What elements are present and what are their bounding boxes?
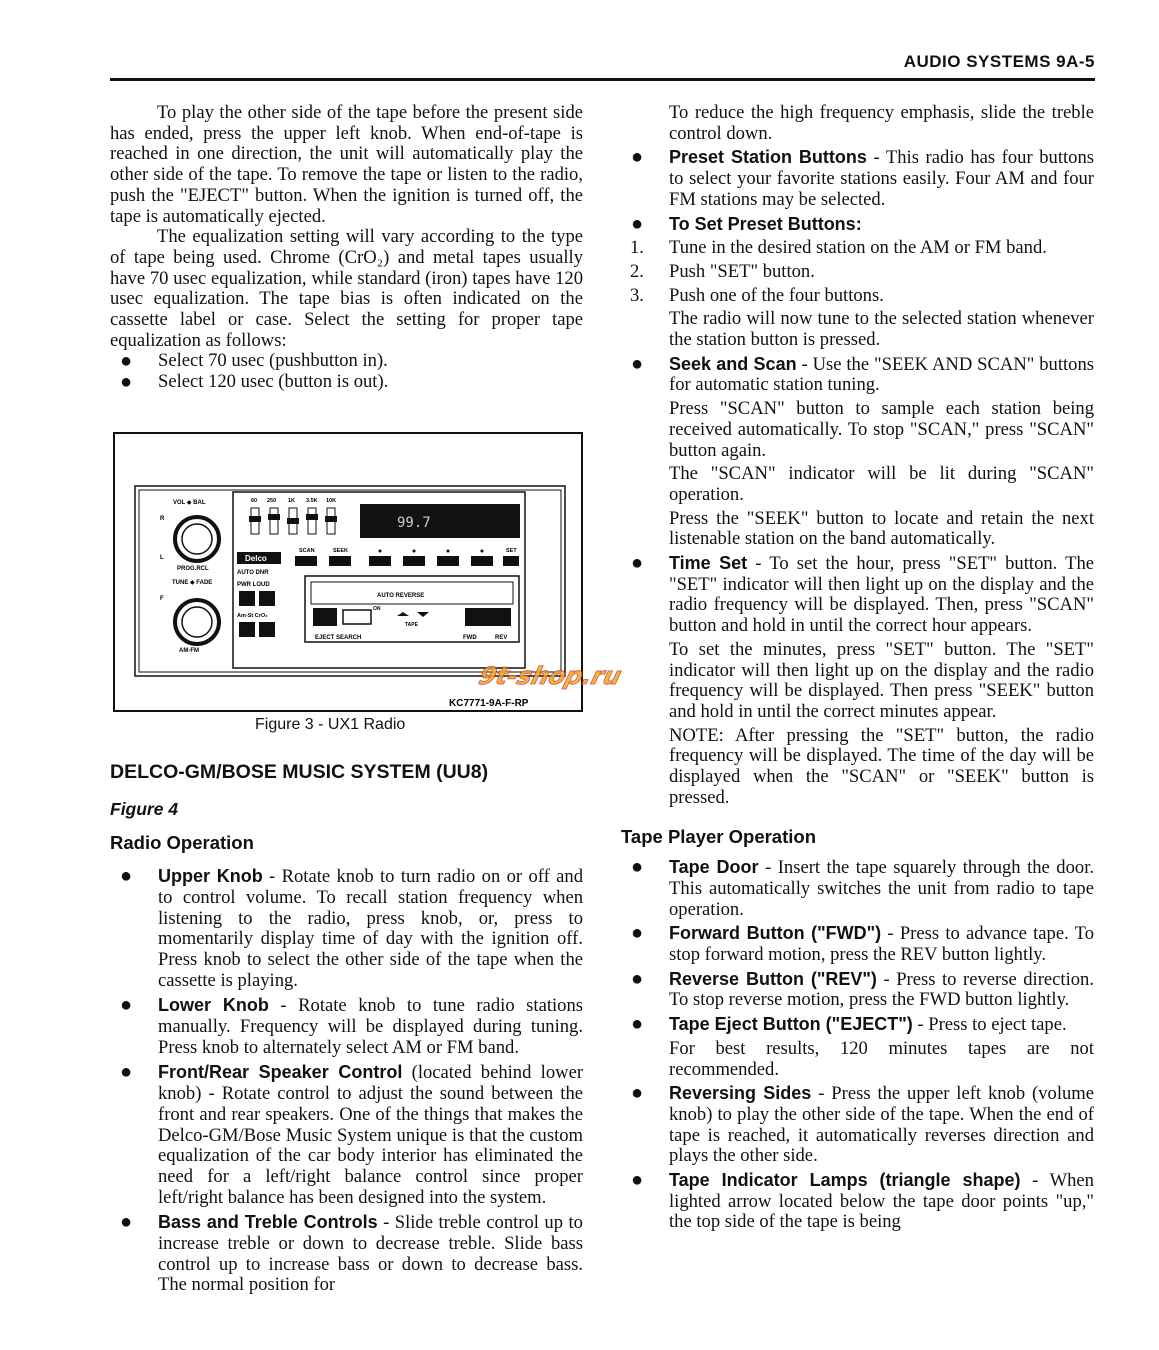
list-item: ● Select 120 usec (button is out). — [120, 371, 389, 394]
figure-code: KC7771-9A-F-RP — [449, 698, 529, 709]
paragraph: The "SCAN" indicator will be lit during "SCAN" operation. — [669, 463, 1094, 505]
bullet-icon: ● — [631, 1013, 644, 1036]
list-item: ● Bass and Treble Controls - Slide treble control up to increase treble or down to decrease treble. Slide bass control up to increase bass or down to decrease bass. The normal position for — [120, 1211, 583, 1296]
fwd-label: FWD — [463, 635, 477, 641]
seek-label: SEEK — [333, 548, 348, 554]
svg-text:250: 250 — [267, 498, 277, 504]
r-label: R — [160, 516, 165, 522]
am-fm-label: AM-FM — [179, 648, 199, 654]
bullet-icon: ● — [631, 922, 644, 945]
svg-text:3.5K: 3.5K — [306, 498, 318, 504]
tune-fade-label: TUNE ◆ FADE — [172, 580, 213, 586]
brand-logo: Delco — [245, 554, 267, 563]
bullet-icon: ● — [120, 1211, 133, 1234]
bullet-icon: ● — [120, 994, 133, 1017]
paragraph: To set the minutes, press "SET" button. The "SET" indicator will then light up on the display and the radio frequency will be displayed. Then press "SEEK" button and hold in until the correct minutes appear. — [669, 638, 1094, 722]
bullet-icon: ● — [120, 350, 133, 373]
watermark-logo — [470, 660, 675, 690]
radio-operation-heading: Radio Operation — [110, 832, 254, 854]
am-st-cro2-label: Am-St CrO₂ — [237, 613, 268, 619]
tape-operation-heading: Tape Player Operation — [621, 825, 816, 847]
svg-text:10K: 10K — [326, 498, 337, 504]
bullet-icon: ● — [120, 1061, 133, 1084]
on-label: ON — [373, 606, 381, 612]
list-item: ● Reverse Button ("REV") - Press to reverse direction. To stop reverse motion, press the FWD button lightly. — [631, 967, 1094, 1011]
display-readout: 99.7 — [397, 515, 431, 531]
list-item: ● Reversing Sides - Press the upper left knob (volume knob) to play the other side of the tape. When the end of tape is reached, it automatically reverses direction and plays the other side. — [631, 1082, 1095, 1167]
numbered-item: 2. Push "SET" button. — [630, 260, 815, 282]
paragraph: The radio will now tune to the selected station whenever the station button is pressed. — [669, 308, 1094, 351]
scan-label: SCAN — [299, 548, 315, 554]
set-label: SET — [506, 548, 517, 554]
bullet-icon: ● — [631, 212, 644, 235]
list-item: ● To Set Preset Buttons: — [631, 212, 862, 235]
prog-rcl-label: PROG.RCL — [177, 566, 209, 572]
svg-text:1K: 1K — [288, 498, 296, 504]
eject-search-label: EJECT SEARCH — [315, 635, 362, 641]
l-label: L — [160, 555, 164, 561]
list-item: ● Preset Station Buttons - This radio has four buttons to select your favorite stations easily. Four AM and four FM stations may be selected. — [631, 146, 1094, 210]
list-item: ● Seek and Scan - Use the "SEEK AND SCAN" buttons for automatic station tuning. — [631, 352, 1094, 396]
left-column-top — [110, 103, 583, 393]
list-item: ● Select 70 usec (pushbutton in). — [120, 350, 388, 373]
list-item: ● Upper Knob - Rotate knob to turn radio on or off and to control volume. To recall station frequency when listening to the radio, press knob, or, press to momentarily display time of day with the ignition off. Press knob to select the other side of the tape when the cassette is playing. — [120, 865, 583, 991]
bullet-icon: ● — [631, 352, 644, 375]
list-item: ● Tape Door - Insert the tape squarely through the door. This automatically switches the unit from radio to tape operation. — [631, 856, 1095, 920]
list-item: ● Forward Button ("FWD") - Press to advance tape. To stop forward motion, press the REV button lightly. — [631, 922, 1094, 966]
bullet-icon: ● — [631, 967, 644, 990]
bullet-icon: ● — [120, 865, 133, 888]
bullet-icon: ● — [631, 856, 644, 879]
bullet-icon: ● — [631, 1169, 644, 1192]
paragraph: Press the "SEEK" button to locate and retain the next listenable station on the band automatically. — [669, 507, 1094, 550]
paragraph: To play the other side of the tape before the present side has ended, press the upper left knob. When end-of-tape is reached in one direction, the unit will automatically play the other side of the tape. To remove the tape or listen to the radio, push the "EJECT" button. When the ignition is turned off, the tape is automatically ejected. — [110, 102, 583, 227]
preset-buttons — [295, 550, 519, 567]
tape-label: TAPE — [405, 622, 418, 628]
rev-label: REV — [495, 635, 508, 641]
auto-dnr-label: AUTO DNR — [237, 570, 269, 576]
paragraph: NOTE: After pressing the "SET" button, the radio frequency will be displayed. The time of the day will be displayed when the "SCAN" or "SEEK" button is pressed. — [669, 724, 1094, 808]
section-title: DELCO-GM/BOSE MUSIC SYSTEM (UU8) — [110, 761, 489, 783]
paragraph: The equalization setting will vary according to the type of tape being used. Chrome (CrO₂) and metal tapes usually have 70 usec equalization, while standard (iron) tapes have 120 usec equalization. The tape bias is often indicated on the cassette label or case. Select the setting for proper tape equalization as follows: — [110, 226, 583, 351]
header-title: AUDIO SYSTEMS 9A-5 — [903, 52, 1095, 71]
eq-sliders — [249, 498, 337, 534]
numbered-item: 3. Push one of the four buttons. — [630, 284, 884, 306]
list-item: ● Time Set - To set the hour, press "SET" button. The "SET" indicator will then light up on the display and the radio frequency will be displayed. Then, press "SCAN" button and hold in until the correct hour appears. — [631, 552, 1094, 637]
pwr-loud-label: PWR LOUD — [237, 582, 270, 588]
figure-caption: Figure 3 - UX1 Radio — [255, 716, 406, 733]
auto-reverse-label: AUTO REVERSE — [377, 593, 425, 599]
numbered-item: 1. Tune in the desired station on the AM or FM band. — [630, 237, 1047, 259]
svg-text:9t-shop.ru: 9t-shop.ru — [475, 661, 625, 690]
svg-text:60: 60 — [251, 498, 258, 504]
page-header — [110, 50, 1095, 81]
paragraph: For best results, 120 minutes tapes are not recommended. — [669, 1037, 1094, 1080]
list-item: ● Tape Eject Button ("EJECT") - Press to eject tape. — [631, 1013, 1067, 1036]
bullet-icon: ● — [631, 552, 644, 575]
figure-reference: Figure 4 — [110, 798, 179, 819]
frequency-display — [360, 504, 520, 538]
bullet-icon: ● — [631, 1082, 644, 1105]
bullet-icon: ● — [120, 371, 133, 394]
list-item: ● Lower Knob - Rotate knob to tune radio stations manually. Frequency will be displayed during tuning. Press knob to alternately select AM or FM band. — [120, 994, 583, 1058]
f-label: F — [160, 596, 164, 602]
bullet-icon: ● — [631, 146, 644, 169]
left-column-bottom — [110, 762, 583, 1296]
paragraph: Press "SCAN" button to sample each station being received automatically. To stop "SCAN," press "SCAN" button again. — [669, 398, 1094, 461]
paragraph: To reduce the high frequency emphasis, slide the treble control down. — [669, 102, 1094, 144]
vol-bal-label: VOL ◆ BAL — [173, 500, 206, 506]
list-item: ● Front/Rear Speaker Control (located behind lower knob) - Rotate control to adjust the sound between the front and rear speakers. One of the things that makes the Delco-GM/Bose Music System unique is that the custom equalization of the car body interior has eliminated the need for a left/right balance control since proper left/right balance has been designed into the system. — [120, 1061, 584, 1208]
right-column — [621, 103, 1094, 1233]
list-item: ● Tape Indicator Lamps (triangle shape) - When lighted arrow located below the tape door points "up," the top side of the tape is being — [631, 1169, 1094, 1233]
